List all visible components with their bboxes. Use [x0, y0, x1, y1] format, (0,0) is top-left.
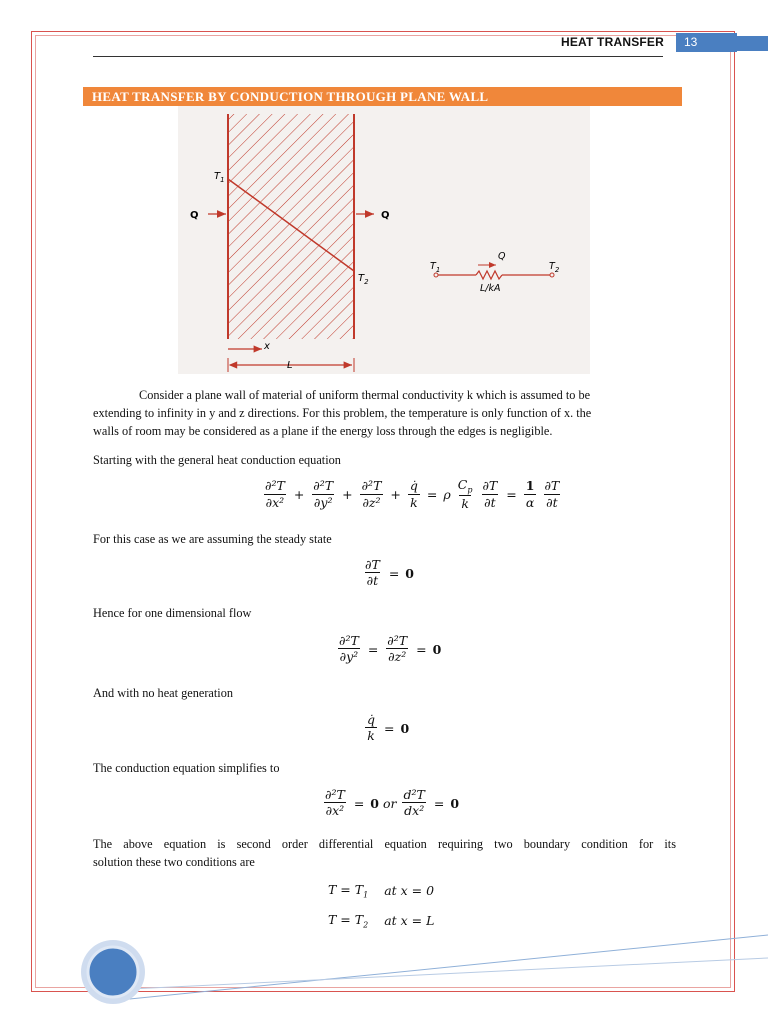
steady-state-text: For this case as we are assuming the steady state	[93, 532, 332, 546]
boundary-text-line-1: The above equation is second order differential equation requiring two boundary condition for its	[93, 837, 676, 851]
plane-wall-figure	[178, 106, 590, 374]
intro-line-2: extending to infinity in y and z directions. For this problem, the temperature is only function of x. the	[93, 406, 592, 420]
one-dim-equation: $\frac{\text{∂²T}}{\text{∂y²}}$ = $\frac{\text{∂²T}}{\text{∂z²}}$ = 0	[339, 633, 442, 665]
intro-line-1: Consider a plane wall of material of uniform thermal conductivity k which is assumed to be	[139, 388, 591, 402]
steady-state-equation: $\frac{\partial T}{\partial t}$ = 0	[365, 557, 414, 589]
one-dim-text: Hence for one dimensional flow	[93, 606, 252, 620]
q-out-label: Q	[381, 210, 390, 221]
header-rule	[93, 56, 663, 57]
simplified-equation: $\frac{\text{∂²T}}{\text{∂x²}}$ = 0 or $\frac{\text{d²T}}{\text{dx²}}$ = 0	[325, 787, 460, 819]
L-label: L	[287, 360, 293, 371]
boundary-text-line-2: solution these two conditions are	[93, 855, 255, 869]
q-in-label: Q	[190, 210, 199, 221]
circuit-t2-label: $T_2$	[549, 261, 560, 274]
boundary-condition-1: $T = T_1$ at x = 0	[328, 882, 435, 900]
boundary-condition-2: $T = T_2$ at x = L	[328, 912, 435, 930]
wall-hatching	[228, 114, 354, 339]
no-generation-equation: $\frac{q̇}{k}$ = 0	[367, 712, 410, 744]
page-badge-tail	[737, 36, 768, 51]
no-generation-text: And with no heat generation	[93, 686, 234, 700]
page-number-badge: 13	[676, 33, 737, 52]
x-label: x	[264, 341, 270, 352]
general-eq-intro: Starting with the general heat conduction equation	[93, 453, 341, 467]
t1-label: $T_1$	[214, 171, 225, 184]
section-heading: HEAT TRANSFER BY CONDUCTION THROUGH PLANE WALL	[83, 87, 682, 106]
circuit-q-label: Q	[498, 251, 506, 262]
intro-line-3: walls of room may be considered as a plane if the energy loss through the edges is negligible.	[93, 424, 553, 438]
general-conduction-equation: $\frac{\text{∂²T}}{\text{∂x²}}$ + $\frac{\text{∂²T}}{\text{∂y²}}$ + $\frac{\text{∂²T}}{\text{∂z²}}$ + $\frac{q̇}{k}$ = ρ $\frac{C_p}{k}$ $\frac{\partial T}{\partial t}$ = $\frac{1}{\alpha}$ $\frac{\partial T}{\partial t}$	[265, 477, 560, 511]
circuit-resistance-label: L/kA	[480, 283, 501, 294]
simplifies-text: The conduction equation simplifies to	[93, 761, 280, 775]
running-header-title: HEAT TRANSFER	[560, 35, 664, 49]
circuit-t1-label: $T_1$	[430, 261, 441, 274]
t2-label: $T_2$	[358, 273, 369, 286]
